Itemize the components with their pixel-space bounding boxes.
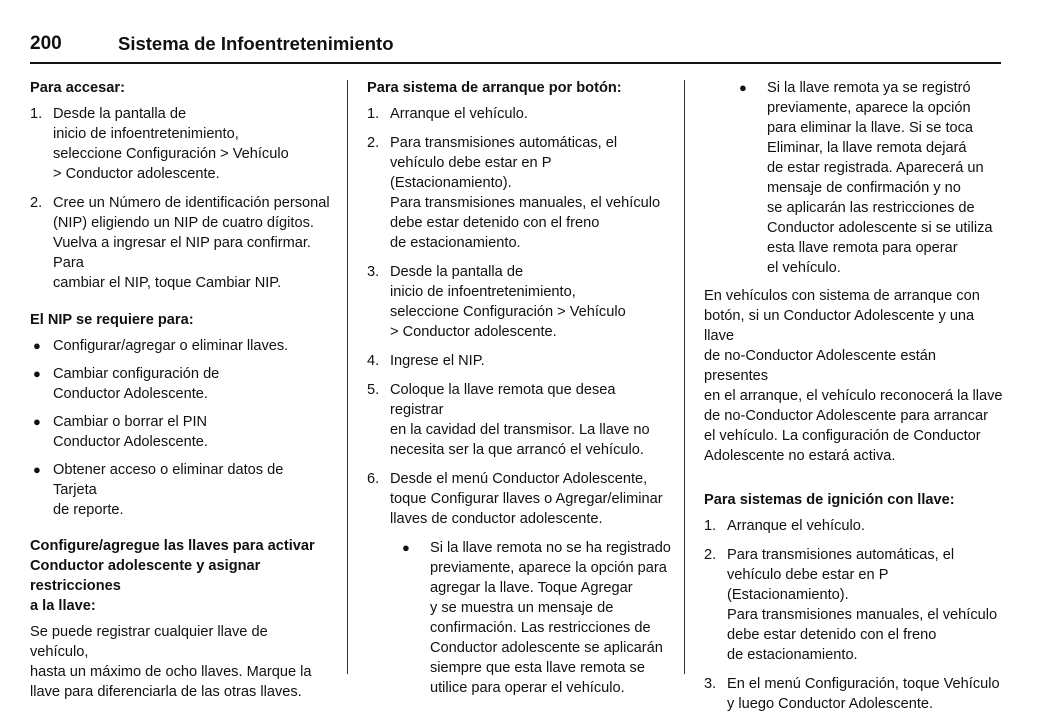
numbered-step xyxy=(30,193,330,293)
item-text xyxy=(53,412,330,452)
text-line: Para transmisiones manuales, el vehículo xyxy=(727,607,998,623)
text-line: seleccione Configuración > Vehículo xyxy=(53,146,289,162)
access-heading: Para accesar: xyxy=(30,80,125,96)
step-number: 2. xyxy=(704,547,717,563)
text-line: inicio de infoentretenimiento, xyxy=(53,126,239,142)
text-line: Cree un Número de identificación personal xyxy=(53,195,330,211)
item-text xyxy=(53,104,330,184)
text-line: Adolescente no estará activa. xyxy=(704,448,896,464)
page-number: 200 xyxy=(30,33,62,54)
text-line: de estacionamiento. xyxy=(727,647,858,663)
bullet-item xyxy=(30,336,330,356)
access-steps xyxy=(30,104,330,293)
text-line: Si la llave remota ya se registró xyxy=(767,80,971,96)
text-line: Desde la pantalla de xyxy=(390,264,524,280)
step-number: 1. xyxy=(30,106,43,122)
item-text xyxy=(390,380,672,460)
step-number: 5. xyxy=(367,382,380,398)
text-line: hasta un máximo de ocho llaves. Marque la xyxy=(30,664,312,680)
text-line: Configure/agregue las llaves para activar xyxy=(30,538,315,554)
text-line: debe estar detenido con el freno xyxy=(390,215,600,231)
bullet-icon: ● xyxy=(739,80,747,95)
numbered-step xyxy=(367,351,672,371)
text-line: previamente, aparece la opción xyxy=(767,100,971,116)
text-line: el vehículo. La configuración de Conductor xyxy=(704,428,981,444)
ignition-steps xyxy=(704,516,1004,714)
bullet-item xyxy=(30,412,330,452)
text-line: Para transmisiones automáticas, el xyxy=(390,135,618,151)
step-number: 1. xyxy=(704,518,717,534)
numbered-step xyxy=(704,674,1004,714)
bullet-icon: ● xyxy=(33,414,41,429)
bullet-icon: ● xyxy=(33,366,41,381)
text-line: llaves de conductor adolescente. xyxy=(390,511,603,527)
text-line: Para transmisiones manuales, el vehículo xyxy=(390,195,661,211)
text-line: Conductor adolescente si se utiliza xyxy=(767,220,993,236)
text-line: Si la llave remota no se ha registrado xyxy=(430,540,671,556)
text-line: y se muestra un mensaje de xyxy=(430,600,614,616)
sub-bullet-text xyxy=(430,538,672,698)
step-number: 3. xyxy=(704,676,717,692)
text-line: Desde el menú Conductor Adolescente, xyxy=(390,471,648,487)
text-line: Arranque el vehículo. xyxy=(727,518,865,534)
text-line: Ingrese el NIP. xyxy=(390,353,485,369)
text-line: Para transmisiones automáticas, el xyxy=(727,547,955,563)
item-text xyxy=(53,336,330,356)
numbered-step xyxy=(367,380,672,460)
text-line: vehículo debe estar en P (Estacionamiento). xyxy=(727,567,889,603)
sub-bullet-register xyxy=(367,538,672,698)
step-number: 6. xyxy=(367,471,380,487)
item-text xyxy=(390,469,672,529)
text-line: siempre que esta llave remota se xyxy=(430,660,645,676)
text-line: llave para diferenciarla de las otras llaves. xyxy=(30,684,302,700)
column-divider-1 xyxy=(347,80,348,674)
bullet-icon: ● xyxy=(33,462,41,477)
item-text xyxy=(727,674,1004,714)
item-text xyxy=(727,516,1004,536)
numbered-step xyxy=(704,545,1004,665)
text-line: Cambiar configuración de xyxy=(53,366,220,382)
item-text xyxy=(53,460,330,520)
text-line: de estacionamiento. xyxy=(390,235,521,251)
text-line: Coloque la llave remota que desea registrar xyxy=(390,382,616,418)
numbered-step xyxy=(30,104,330,184)
text-line: botón, si un Conductor Adolescente y una llave xyxy=(704,308,975,344)
sub-bullet-remove xyxy=(704,78,1004,278)
section-title: Sistema de Infoentretenimiento xyxy=(118,33,394,54)
item-text xyxy=(53,193,330,293)
text-line: Conductor adolescente y asignar restricciones xyxy=(30,558,261,594)
step-number: 1. xyxy=(367,106,380,122)
sub-bullet-text xyxy=(767,78,1004,278)
text-line: se aplicarán las restricciones de xyxy=(767,200,975,216)
item-text xyxy=(53,364,330,404)
text-line: toque Configurar llaves o Agregar/eliminar xyxy=(390,491,663,507)
numbered-step xyxy=(704,516,1004,536)
numbered-step xyxy=(367,469,672,529)
text-line: de no-Conductor Adolescente están presentes xyxy=(704,348,937,384)
text-line: necesita ser la que arrancó el vehículo. xyxy=(390,442,644,458)
column-1 xyxy=(30,78,330,712)
text-line: Desde la pantalla de xyxy=(53,106,187,122)
text-line: > Conductor adolescente. xyxy=(390,324,557,340)
text-line: > Conductor adolescente. xyxy=(53,166,220,182)
text-line: Arranque el vehículo. xyxy=(390,106,528,122)
numbered-step xyxy=(367,133,672,253)
button-start-steps xyxy=(367,104,672,529)
button-start-paragraph xyxy=(704,286,1004,466)
text-line: de reporte. xyxy=(53,502,124,518)
text-line: esta llave remota para operar xyxy=(767,240,958,256)
column-divider-2 xyxy=(684,80,685,674)
text-line: cambiar el NIP, toque Cambiar NIP. xyxy=(53,275,282,291)
step-number: 4. xyxy=(367,353,380,369)
button-start-heading: Para sistema de arranque por botón: xyxy=(367,80,622,96)
nip-bullets xyxy=(30,336,330,520)
text-line: en el arranque, el vehículo reconocerá la llave xyxy=(704,388,1003,404)
item-text xyxy=(390,351,672,371)
text-line: Obtener acceso o eliminar datos de Tarjeta xyxy=(53,462,284,498)
item-text xyxy=(390,262,672,342)
ignition-heading: Para sistemas de ignición con llave: xyxy=(704,492,955,508)
text-line: seleccione Configuración > Vehículo xyxy=(390,304,626,320)
step-number: 2. xyxy=(367,135,380,151)
numbered-step xyxy=(367,262,672,342)
text-line: previamente, aparece la opción para xyxy=(430,560,667,576)
numbered-step xyxy=(367,104,672,124)
text-line: confirmación. Las restricciones de xyxy=(430,620,651,636)
text-line: para eliminar la llave. Si se toca xyxy=(767,120,974,136)
text-line: Conductor Adolescente. xyxy=(53,386,208,402)
bullet-item xyxy=(30,364,330,404)
item-text xyxy=(727,545,1004,665)
text-line: debe estar detenido con el freno xyxy=(727,627,937,643)
text-line: En el menú Configuración, toque Vehículo xyxy=(727,676,1000,692)
text-line: utilice para operar el vehículo. xyxy=(430,680,625,696)
bullet-item xyxy=(30,460,330,520)
item-text xyxy=(390,133,672,253)
bullet-icon: ● xyxy=(33,338,41,353)
nip-heading: El NIP se requiere para: xyxy=(30,312,194,328)
text-line: a la llave: xyxy=(30,598,96,614)
text-line: Eliminar, la llave remota dejará xyxy=(767,140,967,156)
text-line: y luego Conductor Adolescente. xyxy=(727,696,934,712)
text-line: Se puede registrar cualquier llave de vehículo, xyxy=(30,624,268,660)
bullet-icon: ● xyxy=(402,540,410,555)
config-paragraph xyxy=(30,622,330,702)
text-line: Configurar/agregar o eliminar llaves. xyxy=(53,338,289,354)
text-line: el vehículo. xyxy=(767,260,841,276)
item-text xyxy=(390,104,672,124)
text-line: en la cavidad del transmisor. La llave no xyxy=(390,422,650,438)
text-line: Vuelva a ingresar el NIP para confirmar. Para xyxy=(53,235,311,271)
page-header xyxy=(30,30,1001,64)
text-line: de estar registrada. Aparecerá un xyxy=(767,160,984,176)
text-line: inicio de infoentretenimiento, xyxy=(390,284,576,300)
text-line: Conductor adolescente se aplicarán xyxy=(430,640,663,656)
text-line: vehículo debe estar en P (Estacionamiento). xyxy=(390,155,552,191)
text-line: Conductor Adolescente. xyxy=(53,434,208,450)
header-rule xyxy=(30,62,1001,64)
step-number: 3. xyxy=(367,264,380,280)
text-line: de no-Conductor Adolescente para arrancar xyxy=(704,408,988,424)
config-heading xyxy=(30,536,330,616)
text-line: agregar la llave. Toque Agregar xyxy=(430,580,633,596)
column-3 xyxy=(704,78,1004,723)
text-line: Cambiar o borrar el PIN xyxy=(53,414,208,430)
step-number: 2. xyxy=(30,195,43,211)
text-line: (NIP) eligiendo un NIP de cuatro dígitos. xyxy=(53,215,314,231)
text-line: mensaje de confirmación y no xyxy=(767,180,961,196)
text-line: En vehículos con sistema de arranque con xyxy=(704,288,980,304)
column-2 xyxy=(367,78,672,706)
